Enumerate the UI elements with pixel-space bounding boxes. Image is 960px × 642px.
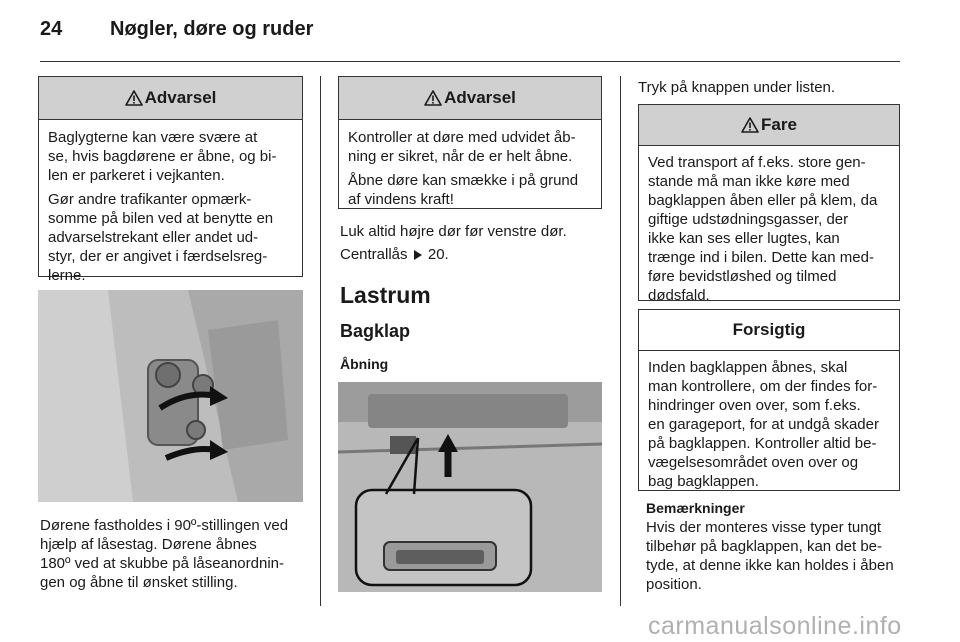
text-line: hindringer oven over, som f.eks.	[648, 397, 861, 414]
text-line: en garageport, for at undgå skader	[648, 416, 879, 433]
tailgate-photo	[338, 382, 602, 592]
danger-box-header	[639, 105, 899, 146]
warning-box-body	[339, 120, 601, 220]
text-line: giftige udstødningsgasser, der	[648, 211, 849, 228]
text-line: tilbehør på bagklappen, kan det be-	[646, 538, 882, 555]
text-line: man kontrollere, om der findes for-	[648, 378, 878, 395]
text-line: somme på bilen ved at benytte en	[48, 210, 274, 227]
warning-box-header	[39, 77, 302, 120]
text-line: Baglygterne kan være svære at	[48, 129, 258, 146]
text-line: advarselstrekant eller andet ud-	[48, 229, 259, 246]
text-line: Kontroller at døre med udvidet åb-	[348, 129, 576, 146]
danger-box	[638, 104, 900, 304]
text-line: Ved transport af f.eks. store gen-	[648, 154, 866, 171]
text-line: 180º ved at skubbe på låseanordnin-	[40, 555, 284, 572]
text-line: bagklappen åben eller på klem, da	[648, 192, 878, 209]
warning-box-2	[338, 76, 602, 209]
warning-box-title: Advarsel	[144, 88, 217, 107]
warning-box-header	[339, 77, 601, 120]
page-title: Nøgler, døre og ruder	[110, 18, 314, 40]
central-lock-reference	[340, 245, 449, 264]
heading-bagklap: Bagklap	[340, 321, 411, 341]
caution-box-header	[639, 310, 899, 351]
text-line: styr, der er angivet i færdselsreg-	[48, 248, 268, 265]
text-line: Inden bagklappen åbnes, skal	[648, 359, 848, 376]
danger-box-body	[639, 146, 899, 311]
heading-abning: Åbning	[340, 356, 389, 372]
heading-lastrum: Lastrum	[340, 282, 431, 308]
text-line: Åbne døre kan smække i på grund	[348, 172, 579, 189]
column-divider-right	[620, 76, 621, 606]
page-reference-link[interactable]: 20.	[427, 246, 449, 263]
text-line: stande må man ikke køre med	[648, 173, 850, 190]
door-hinge-photo	[38, 290, 303, 502]
text-line: Gør andre trafikanter opmærk-	[48, 191, 252, 208]
text-line: Dørene fastholdes i 90º-stillingen ved	[40, 517, 289, 534]
text-line: len er parkeret i vejkanten.	[48, 167, 225, 184]
warning-triangle-icon	[741, 117, 759, 133]
column-divider-left	[320, 76, 321, 606]
header-rule	[40, 61, 900, 62]
text-line: hjælp af låsestag. Dørene åbnes	[40, 536, 257, 553]
watermark: carmanualsonline.info	[648, 612, 902, 640]
caution-box	[638, 309, 900, 491]
text-line: på bagklappen. Kontroller altid be-	[648, 435, 877, 452]
intro-paragraph: Tryk på knappen under listen.	[638, 79, 836, 96]
text-line: ikke kan ses eller lugtes, kan	[648, 230, 840, 247]
tailgate-illustration	[338, 382, 602, 592]
text-line: se, hvis bagdørene er åbne, og bi-	[48, 148, 277, 165]
notes-paragraph	[646, 518, 902, 594]
text-line: dødsfald.	[648, 287, 710, 304]
text-line: trænge ind i bilen. Dette kan med-	[648, 249, 874, 266]
text-line: vægelsesområdet oven over og	[648, 454, 859, 471]
text-line: bag bagklappen.	[648, 473, 759, 490]
central-lock-label: Centrallås	[340, 246, 408, 263]
caution-box-body	[639, 351, 899, 497]
text-line: tyde, at denne ikke kan holdes i åben	[646, 557, 894, 574]
text-line: lerne.	[48, 267, 86, 284]
warning-triangle-icon	[424, 90, 442, 106]
warning-box-1	[38, 76, 303, 284]
text-line: føre bevidstløshed og tilmed	[648, 268, 837, 285]
caption-paragraph	[40, 516, 310, 592]
door-order-paragraph: Luk altid højre dør før venstre dør.	[340, 223, 567, 240]
text-line: Hvis der monteres visse typer tungt	[646, 519, 882, 536]
page-number: 24	[40, 18, 63, 40]
warning-triangle-icon	[125, 90, 143, 106]
text-line: position.	[646, 576, 702, 593]
text-line: gen og åbne til ønsket stilling.	[40, 574, 238, 591]
text-line: af vindens kraft!	[348, 191, 454, 208]
page-reference-arrow-icon	[414, 250, 422, 260]
danger-box-title: Fare	[761, 115, 797, 134]
text-line: ning er sikret, når de er helt åbne.	[348, 148, 573, 165]
caution-box-title: Forsigtig	[732, 320, 806, 339]
notes-title: Bemærkninger	[646, 500, 745, 516]
door-hinge-illustration	[38, 290, 303, 502]
warning-box-body	[39, 120, 302, 296]
warning-box-title: Advarsel	[444, 88, 516, 107]
